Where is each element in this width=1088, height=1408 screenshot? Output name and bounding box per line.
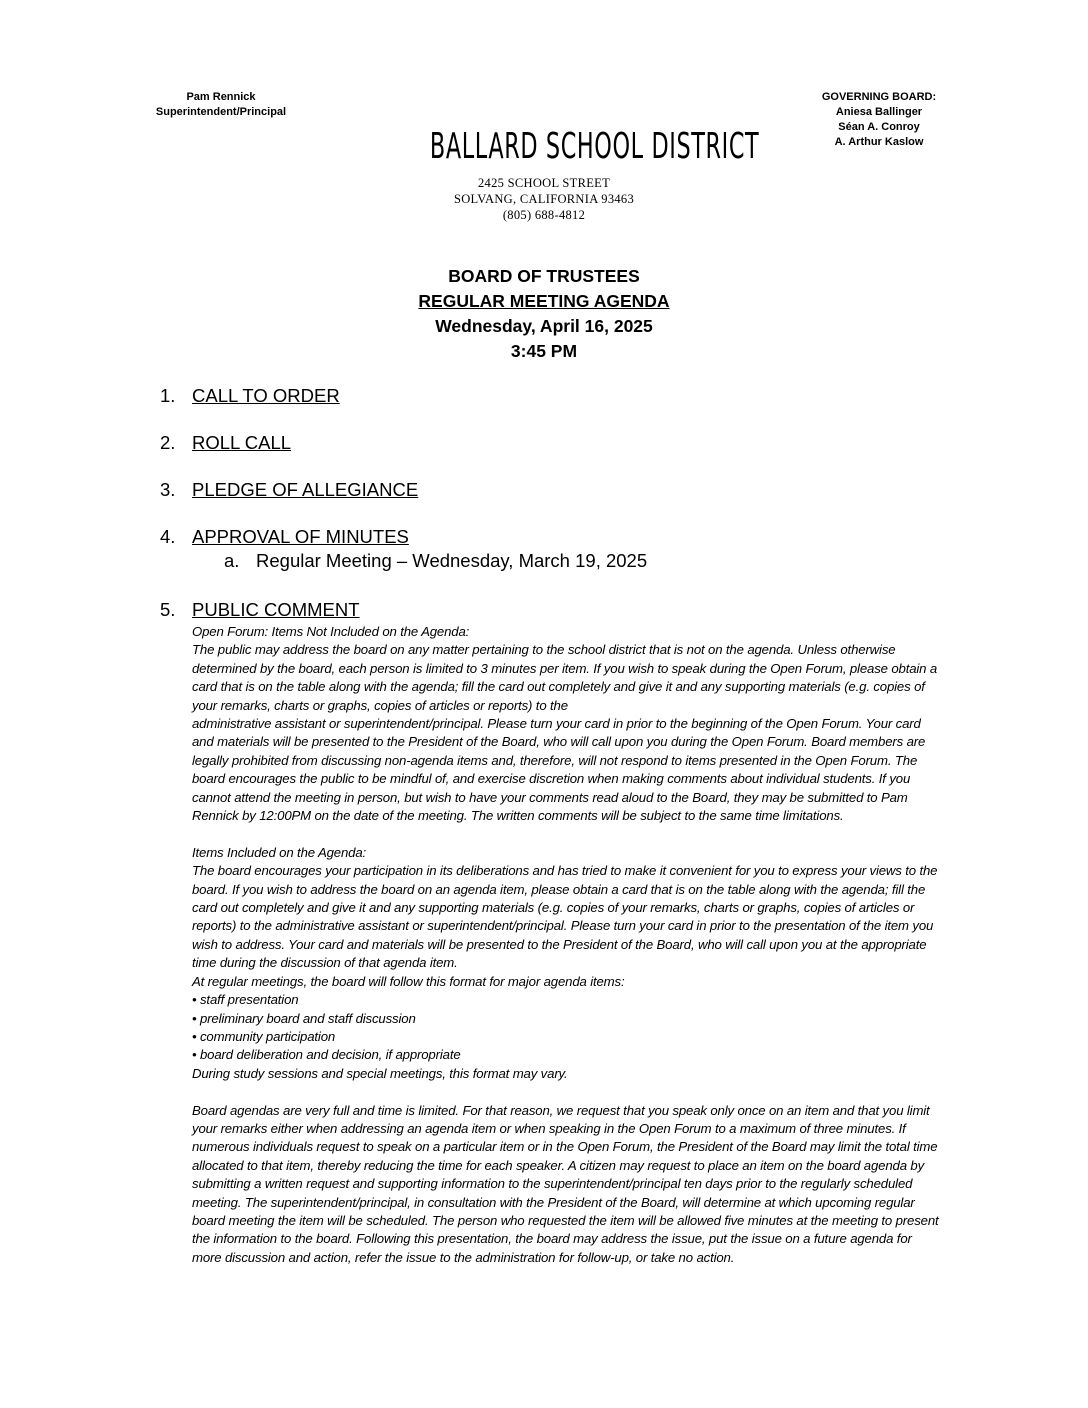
agenda-items-line: card out completely and give it and any supporting materials (e.g. copies of your remarks, charts or graphs, copies of articles or — [192, 900, 915, 916]
superintendent-block — [150, 90, 292, 120]
district-address — [360, 175, 728, 223]
agenda-items-line: reports) to the administrative assistant or superintendent/principal. Please turn your card in prior to the presentation of the item you — [192, 918, 934, 934]
agenda-items-heading: Items Included on the Agenda: — [192, 844, 367, 860]
title-board: BOARD OF TRUSTEES — [448, 266, 640, 286]
open-forum-line: your remarks, charts or graphs, copies of articles or reports) to the — [192, 697, 568, 713]
format-bullet: • board deliberation and decision, if appropriate — [192, 1047, 461, 1063]
agenda-item — [160, 526, 409, 548]
item-number: 4. — [160, 526, 176, 547]
limits-line: numerous individuals request to speak on a particular item or in the Open Forum, the President of the Board may limit the total time — [192, 1139, 938, 1155]
item-label: ROLL CALL — [192, 432, 292, 453]
agenda-items-line: At regular meetings, the board will follow this format for major agenda items: — [192, 973, 625, 989]
agenda-item — [160, 599, 360, 621]
item-number: 5. — [160, 599, 176, 620]
limits-line: allocated to that item, thereby reducing the time for each speaker. A citizen may request to place an item on the board agenda by — [192, 1157, 925, 1173]
item-number: 2. — [160, 432, 176, 453]
title-meeting-type: REGULAR MEETING AGENDA — [418, 291, 670, 311]
address-street: 2425 SCHOOL STREET — [477, 176, 611, 190]
limits-line: submitting a written request and supporting information to the superintendent/principal ten days prior to the regularly scheduled — [192, 1176, 913, 1192]
open-forum-line: and materials will be presented to the President of the Board, who will call upon you during the Open Forum. Board members are — [192, 734, 926, 750]
superintendent-title: Superintendent/Principal — [155, 106, 287, 118]
limits-line: Board agendas are very full and time is limited. For that reason, we request that you speak only once on an item and that you limit — [192, 1102, 930, 1118]
format-bullet: • staff presentation — [192, 992, 299, 1008]
board-member: Aniesa Ballinger — [835, 106, 923, 118]
open-forum-line: administrative assistant or superintendent/principal. Please turn your card in prior to the beginning of the Open Forum. Your card — [192, 716, 921, 732]
agenda-items-line: wish to address. Your card and materials will be presented to the President of the Board, who will call upon you at the appropriate — [192, 936, 927, 952]
limits-line: more discussion and action, refer the issue to the administration for follow-up, or take no action. — [192, 1249, 735, 1265]
item-number: 1. — [160, 385, 176, 406]
agenda-item — [160, 432, 291, 454]
minutes-sub-item — [224, 550, 647, 572]
open-forum-line: Rennick by 12:00PM on the date of the meeting. The written comments will be subject to the same time limitations. — [192, 808, 844, 824]
district-logo — [360, 122, 760, 171]
open-forum-heading: Open Forum: Items Not Included on the Agenda: — [192, 624, 470, 639]
open-forum-line: The public may address the board on any matter pertaining to the school district that is not on the agenda. Unless otherwise — [192, 642, 896, 658]
format-bullet: • preliminary board and staff discussion — [192, 1010, 416, 1026]
governing-board-block — [808, 90, 950, 150]
agenda-items-line: time during the discussion of that agenda item. — [192, 955, 458, 971]
item-label: APPROVAL OF MINUTES — [192, 526, 409, 547]
agenda-item — [160, 385, 340, 407]
agenda-items-line: board. If you wish to address the board on an agenda item, please obtain a card that is on the table along with the agenda; fill the — [192, 881, 926, 897]
district-name: BALLARD SCHOOL DISTRICT — [429, 126, 760, 167]
limits-line: meeting. The superintendent/principal, in consultation with the President of the Board, will determine at which upcoming regular — [192, 1194, 915, 1210]
governing-board-heading: GOVERNING BOARD: — [821, 91, 937, 103]
item-label: PUBLIC COMMENT — [192, 599, 360, 620]
meeting-date: Wednesday, April 16, 2025 — [435, 316, 653, 336]
item-label: PLEDGE OF ALLEGIANCE — [192, 479, 419, 500]
board-member: Séan A. Conroy — [838, 121, 920, 133]
agenda-items-line: The board encourages your participation in its deliberations and has tried to make it convenient for you to express your views to the — [192, 863, 938, 879]
agenda-title — [0, 264, 1088, 364]
board-member: A. Arthur Kaslow — [834, 136, 924, 148]
meeting-time: 3:45 PM — [510, 341, 578, 361]
limits-line: the information to the board. Following this presentation, the board may address the issue, put the issue on a future agenda for — [192, 1231, 912, 1247]
open-forum-line: legally prohibited from discussing non-agenda items and, therefore, will not respond to items presented in the Open Forum. The — [192, 752, 918, 768]
limits-line: board meeting the item will be scheduled. The person who requested the item will be allowed five minutes at the meeting to present — [192, 1212, 939, 1228]
open-forum-line: cannot attend the meeting in person, but wish to have your comments read aloud to the Board, they may be submitted to Pam — [192, 789, 908, 805]
address-phone: (805) 688-4812 — [502, 208, 586, 222]
item-label: CALL TO ORDER — [192, 385, 340, 406]
format-bullet: • community participation — [192, 1028, 336, 1044]
address-city: SOLVANG, CALIFORNIA 93463 — [453, 192, 635, 206]
sub-item-letter: a. — [224, 550, 240, 571]
open-forum-line: determined by the board, each person is limited to 3 minutes per item. If you wish to speak during the Open Forum, please obtain a — [192, 660, 938, 676]
open-forum-line: board encourages the public to be mindful of, and exercise discretion when making comments about individual students. If you — [192, 771, 911, 787]
limits-line: your remarks either when addressing an agenda item or when speaking in the Open Forum to a maximum of three minutes. If — [192, 1120, 906, 1136]
agenda-item — [160, 479, 418, 501]
agenda-items-line: During study sessions and special meetings, this format may vary. — [192, 1065, 568, 1081]
open-forum-line: card that is on the table along with the agenda; fill the card out completely and give it and any supporting materials (e.g. copies of — [192, 679, 925, 695]
item-number: 3. — [160, 479, 176, 500]
superintendent-name: Pam Rennick — [186, 91, 256, 103]
sub-item-text: Regular Meeting – Wednesday, March 19, 2025 — [256, 550, 648, 571]
public-comment-text — [192, 623, 962, 1267]
